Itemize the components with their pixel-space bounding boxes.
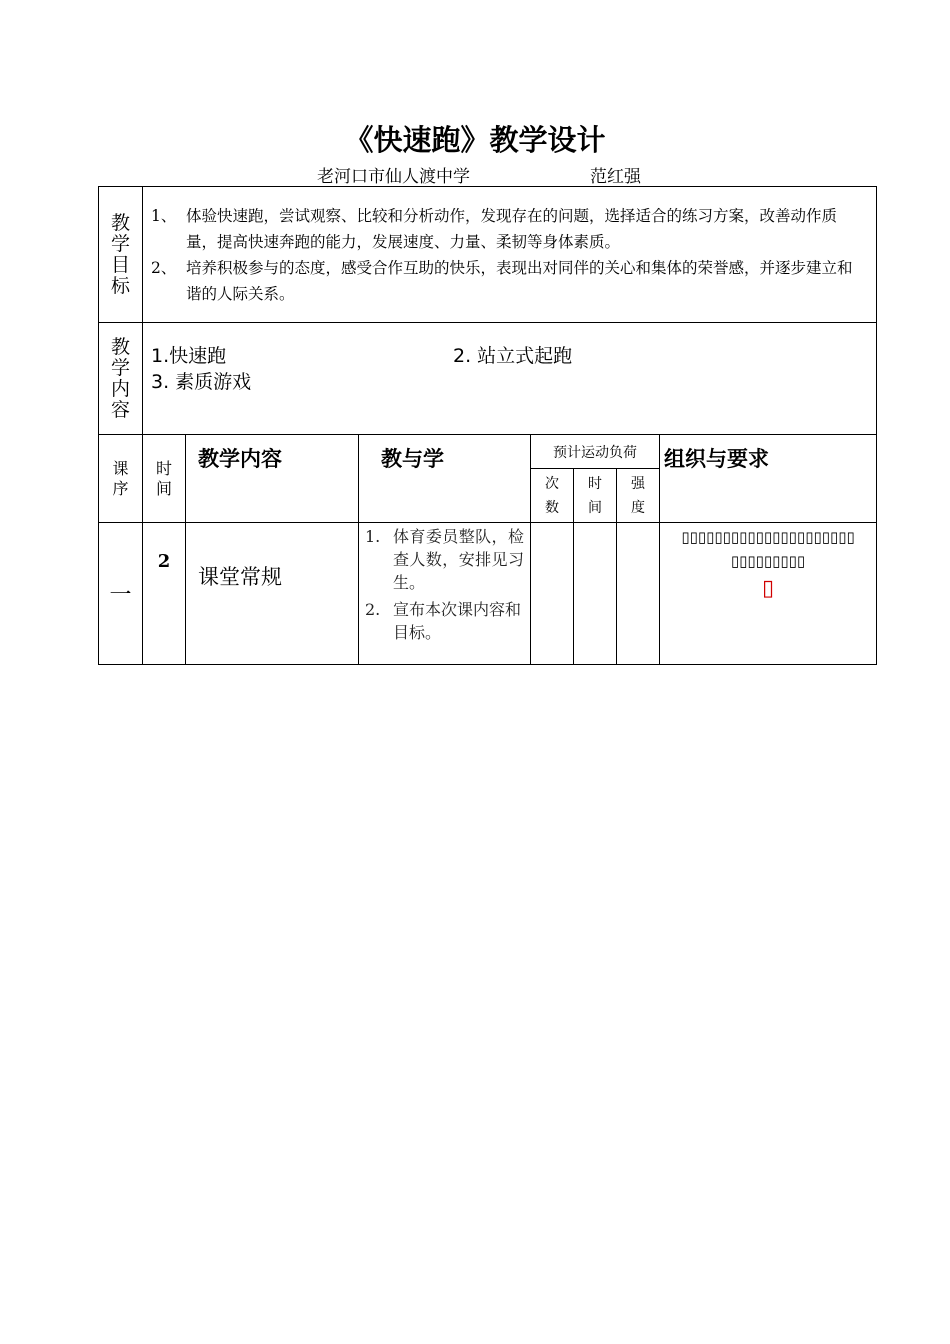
content-row (99, 323, 877, 435)
header-order: 课序 (99, 435, 143, 523)
row-intensity (617, 523, 660, 665)
header-teaching-and-learning: 教与学 (359, 435, 531, 523)
row-content: 课堂常规 (186, 523, 359, 665)
goal-item: 2、 培养积极参与的态度，感受合作互助的快乐，表现出对同伴的关心和集体的荣誉感，并逐步建立和谐的人际关系。 (151, 259, 853, 303)
row-steps (359, 523, 531, 665)
goals-row (99, 187, 877, 323)
content-item: 2. 站立式起跑 (453, 345, 573, 367)
row-duration (574, 523, 617, 665)
row-time: 2 (143, 523, 186, 665)
step-item: 2. 宣布本次课内容和目标。 (365, 600, 522, 642)
header-intensity: 强度 (617, 469, 660, 523)
header-duration: 时间 (574, 469, 617, 523)
header-load: 预计运动负荷 (531, 435, 660, 469)
content-label: 教学内容 (99, 323, 143, 435)
content-item: 1.快速跑 (151, 345, 227, 367)
header-time: 时间 (143, 435, 186, 523)
row-order: 一 (99, 523, 143, 665)
header-organization: 组织与要求 (660, 435, 877, 523)
lesson-plan-table (98, 186, 877, 665)
table-row (99, 523, 877, 665)
content-cell (143, 323, 877, 435)
step-item: 1. 体育委员整队，检查人数，安排见习生。 (365, 527, 524, 592)
goals-label: 教学目标 (99, 187, 143, 323)
document-title: 《快速跑》教学设计 (344, 123, 606, 157)
header-row-1 (99, 435, 877, 469)
header-teaching-content: 教学内容 (186, 435, 359, 523)
row-organization: ▯▯▯▯▯▯▯▯▯▯▯▯▯▯▯▯▯▯▯▯▯▯▯▯▯▯▯▯▯▯ ▯ (660, 523, 877, 665)
header-count: 次数 (531, 469, 574, 523)
goals-cell (143, 187, 877, 323)
goal-item: 1、 体验快速跑，尝试观察、比较和分析动作，发现存在的问题，选择适合的练习方案，改善动作质量，提高快速奔跑的能力，发展速度、力量、柔韧等身体素质。 (151, 207, 838, 251)
formation-mark-icon: ▯ (761, 576, 775, 601)
content-item: 3. 素质游戏 (151, 371, 252, 393)
school-name: 老河口市仙人渡中学 (317, 167, 470, 187)
row-count (531, 523, 574, 665)
teacher-name: 范红强 (590, 167, 641, 187)
